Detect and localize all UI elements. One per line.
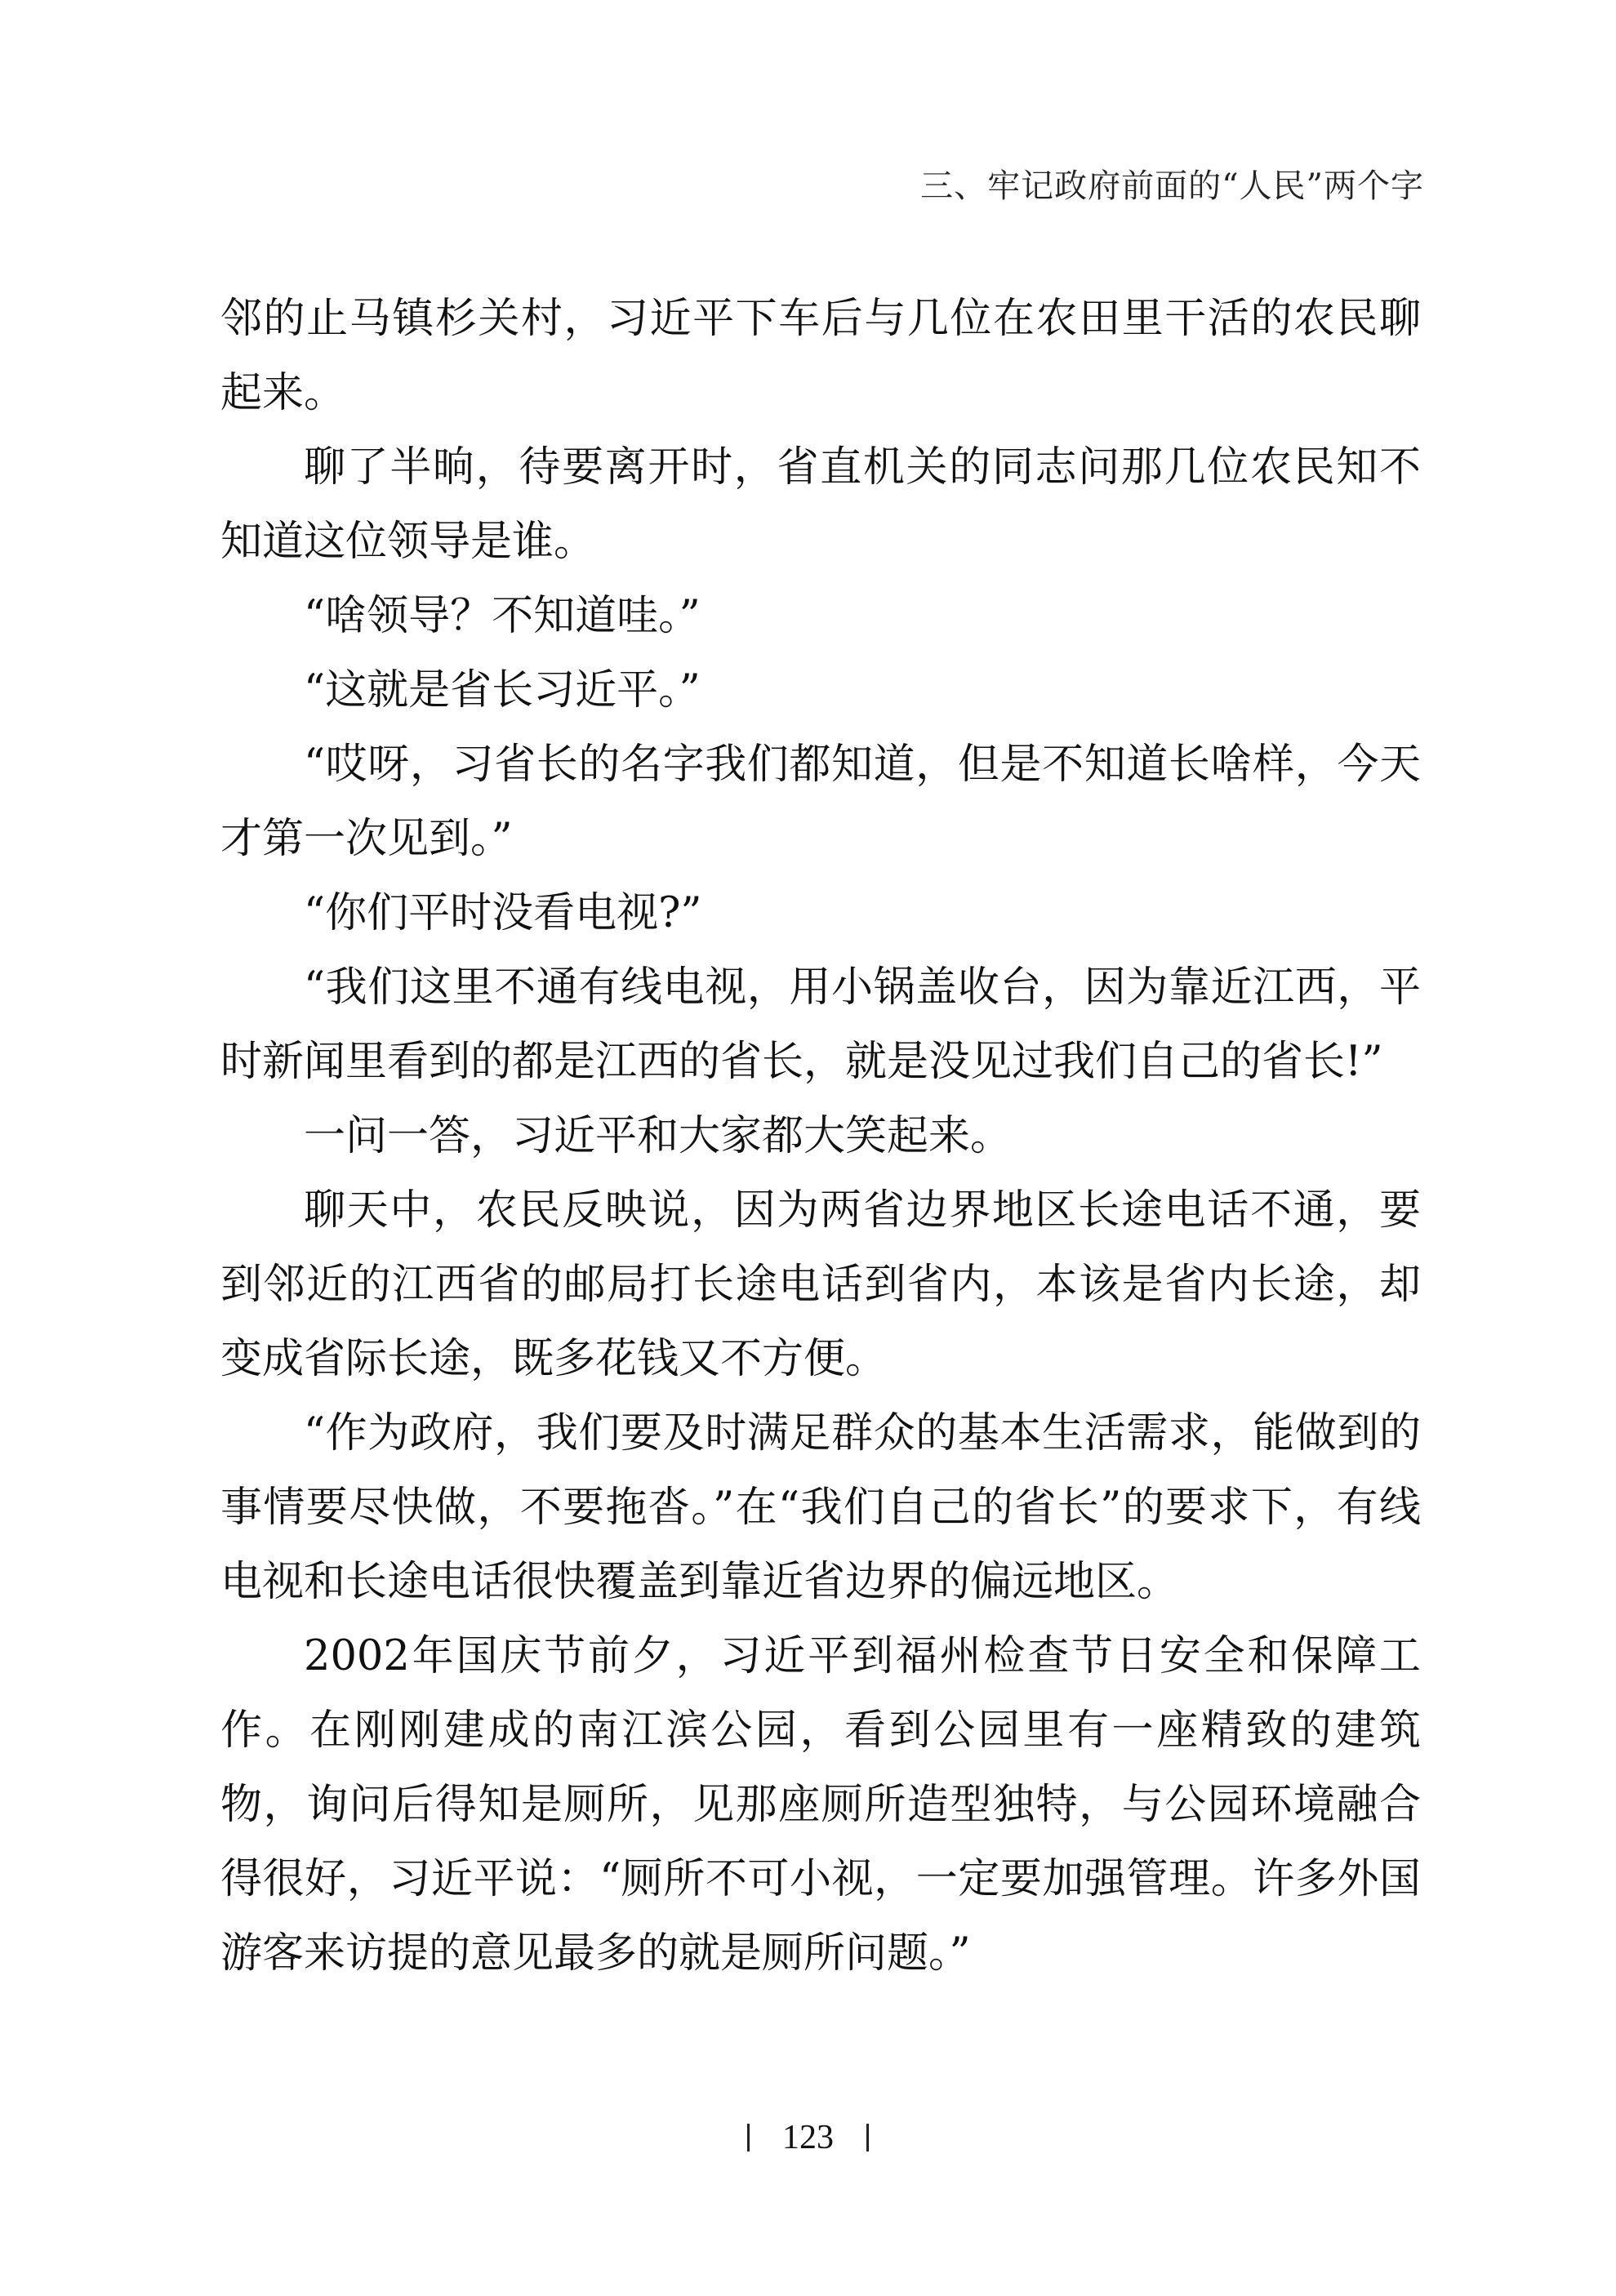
paragraph-quote: “啥领导？不知道哇。” xyxy=(304,592,701,640)
paragraph-quote: “我们这里不通有线电视，用小锅盖收台，因为靠近江西，平时新闻里看到的都是江西的省长，就是没见过我们自己的省长!” xyxy=(220,963,1421,1086)
footer-left-rule xyxy=(747,2124,750,2151)
paragraph: 聊了半晌，待要离开时，省直机关的同志问那几位农民知不知道这位领导是谁。 xyxy=(220,443,1421,566)
paragraph-quote: “哎呀，习省长的名字我们都知道，但是不知道长啥样，今天才第一次见到。” xyxy=(220,741,1421,863)
paragraph: 2002年国庆节前夕，习近平到福州检查节日安全和保障工作。在刚刚建成的南江滨公园，看到公园里有一座精致的建筑物，询问后得知是厕所，见那座厕所造型独特，与公园环境融合得很好，习近平说：“厕所不可小视，一定要加强管理。许多外国游客来访提的意见最多的就是厕所问题。” xyxy=(220,1632,1421,1978)
running-header: 三、牢记政府前面的“人民”两个字 xyxy=(920,167,1424,205)
paragraph: 一问一答，习近平和大家都大笑起来。 xyxy=(304,1112,1013,1160)
page-footer xyxy=(0,2115,1616,2157)
paragraph-continuation: 邻的止马镇杉关村，习近平下车后与几位在农田里干活的农民聊起来。 xyxy=(220,295,1421,417)
footer-right-rule xyxy=(866,2124,869,2151)
paragraph: 聊天中，农民反映说，因为两省边界地区长途电话不通，要到邻近的江西省的邮局打长途电话到省内，本该是省内长途，却变成省际长途，既多花钱又不方便。 xyxy=(220,1186,1421,1383)
paragraph-quote: “作为政府，我们要及时满足群众的基本生活需求，能做到的事情要尽快做，不要拖沓。”在“我们自己的省长”的要求下，有线电视和长途电话很快覆盖到靠近省边界的偏远地区。 xyxy=(220,1409,1421,1606)
page-body xyxy=(220,282,1421,1991)
page-number: 123 xyxy=(782,2119,834,2156)
paragraph-quote: “你们平时没看电视?” xyxy=(304,889,702,937)
paragraph-quote: “这就是省长习近平。” xyxy=(304,666,701,714)
